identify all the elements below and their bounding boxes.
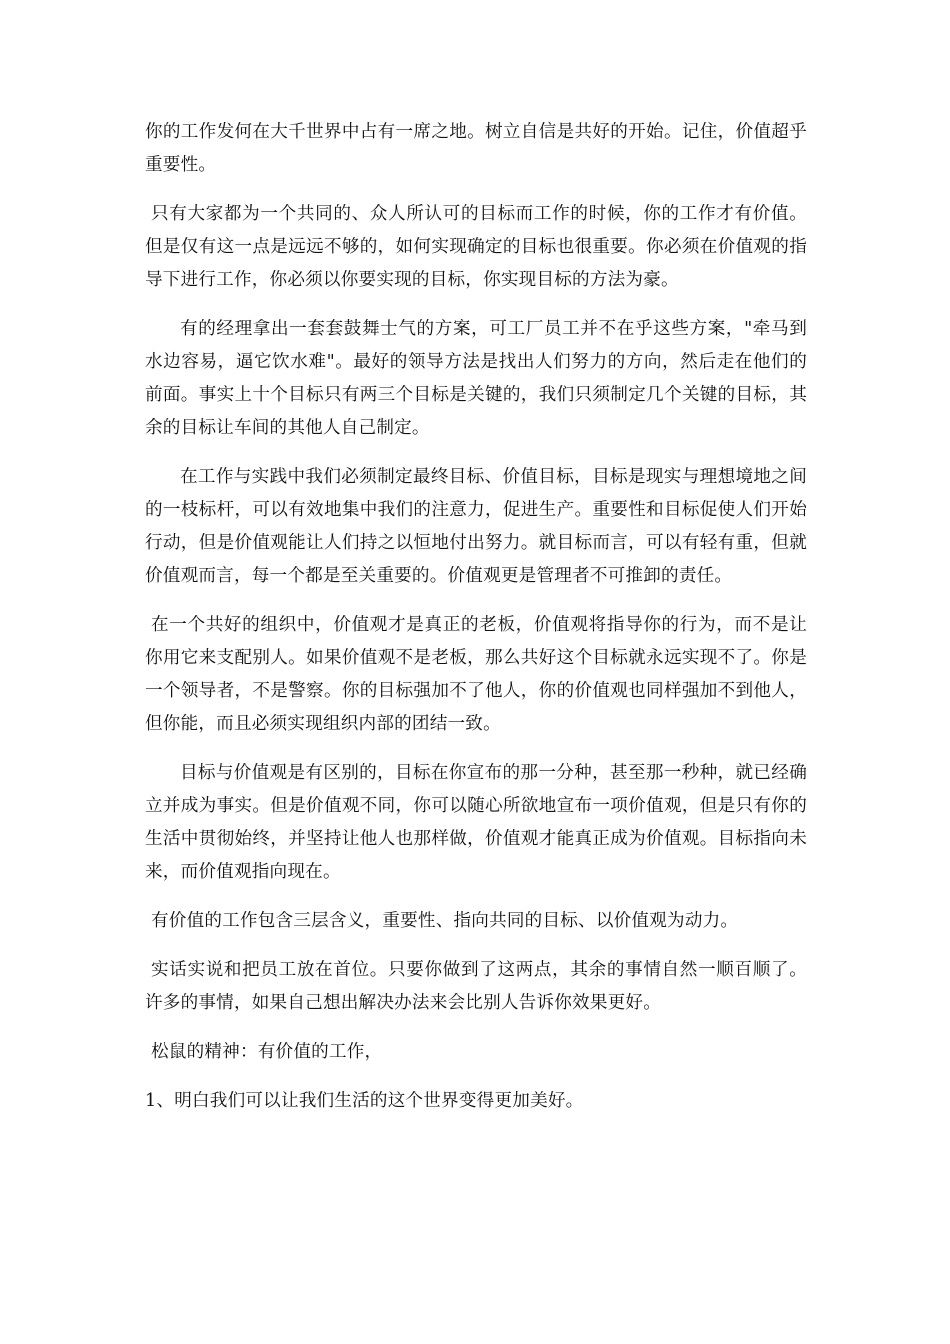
- paragraph-6: 目标与价值观是有区别的，目标在你宣布的那一分种，甚至那一秒种，就已经确立并成为事实。但是价值观不同，你可以随心所欲地宣布一项价值观，但是只有你的生活中贯彻始终，并坚持让他人也那样做，价值观才能真正成为价值观。目标指向未来，而价值观指向现在。: [145, 763, 807, 882]
- document-page: [145, 116, 807, 1134]
- paragraph-2: 只有大家都为一个共同的、众人所认可的目标而工作的时候，你的工作才有价值。但是仅有这一点是远远不够的，如何实现确定的目标也很重要。你必须在价值观的指导下进行工作，你必须以你要实现的目标，你实现目标的方法为豪。: [145, 204, 807, 290]
- paragraph-4: 在工作与实践中我们必须制定最终目标、价值目标，目标是现实与理想境地之间的一枝标杆，可以有效地集中我们的注意力，促进生产。重要性和目标促使人们开始行动，但是价值观能让人们持之以恒地付出努力。就目标而言，可以有轻有重，但就价值观而言，每一个都是至关重要的。价值观更是管理者不可推卸的责任。: [145, 467, 807, 586]
- paragraph-8: 实话实说和把员工放在首位。只要你做到了这两点，其余的事情自然一顺百顺了。许多的事情，如果自己想出解决办法来会比别人告诉你效果更好。: [145, 960, 807, 1013]
- list-item-1: 1、明白我们可以让我们生活的这个世界变得更加美好。: [145, 1091, 584, 1111]
- paragraph-3: 有的经理拿出一套套鼓舞士气的方案，可工厂员工并不在乎这些方案，"牵马到水边容易，逼它饮水难"。最好的领导方法是找出人们努力的方向，然后走在他们的前面。事实上十个目标只有两三个目标是关键的，我们只须制定几个关键的目标，其余的目标让车间的其他人自己制定。: [145, 319, 807, 438]
- paragraph-9: 松鼠的精神：有价值的工作，: [151, 1042, 383, 1062]
- paragraph-7: 有价值的工作包含三层含义，重要性、指向共同的目标、以价值观为动力。: [151, 911, 739, 931]
- paragraph-5: 在一个共好的组织中，价值观才是真正的老板，价值观将指导你的行为，而不是让你用它来支配别人。如果价值观不是老板，那么共好这个目标就永远实现不了。你是一个领导者，不是警察。你的目标强加不了他人，你的价值观也同样强加不到他人，但你能，而且必须实现组织内部的团结一致。: [145, 615, 807, 734]
- paragraph-1: 你的工作发何在大千世界中占有一席之地。树立自信是共好的开始。记住，价值超乎重要性。: [145, 122, 807, 175]
